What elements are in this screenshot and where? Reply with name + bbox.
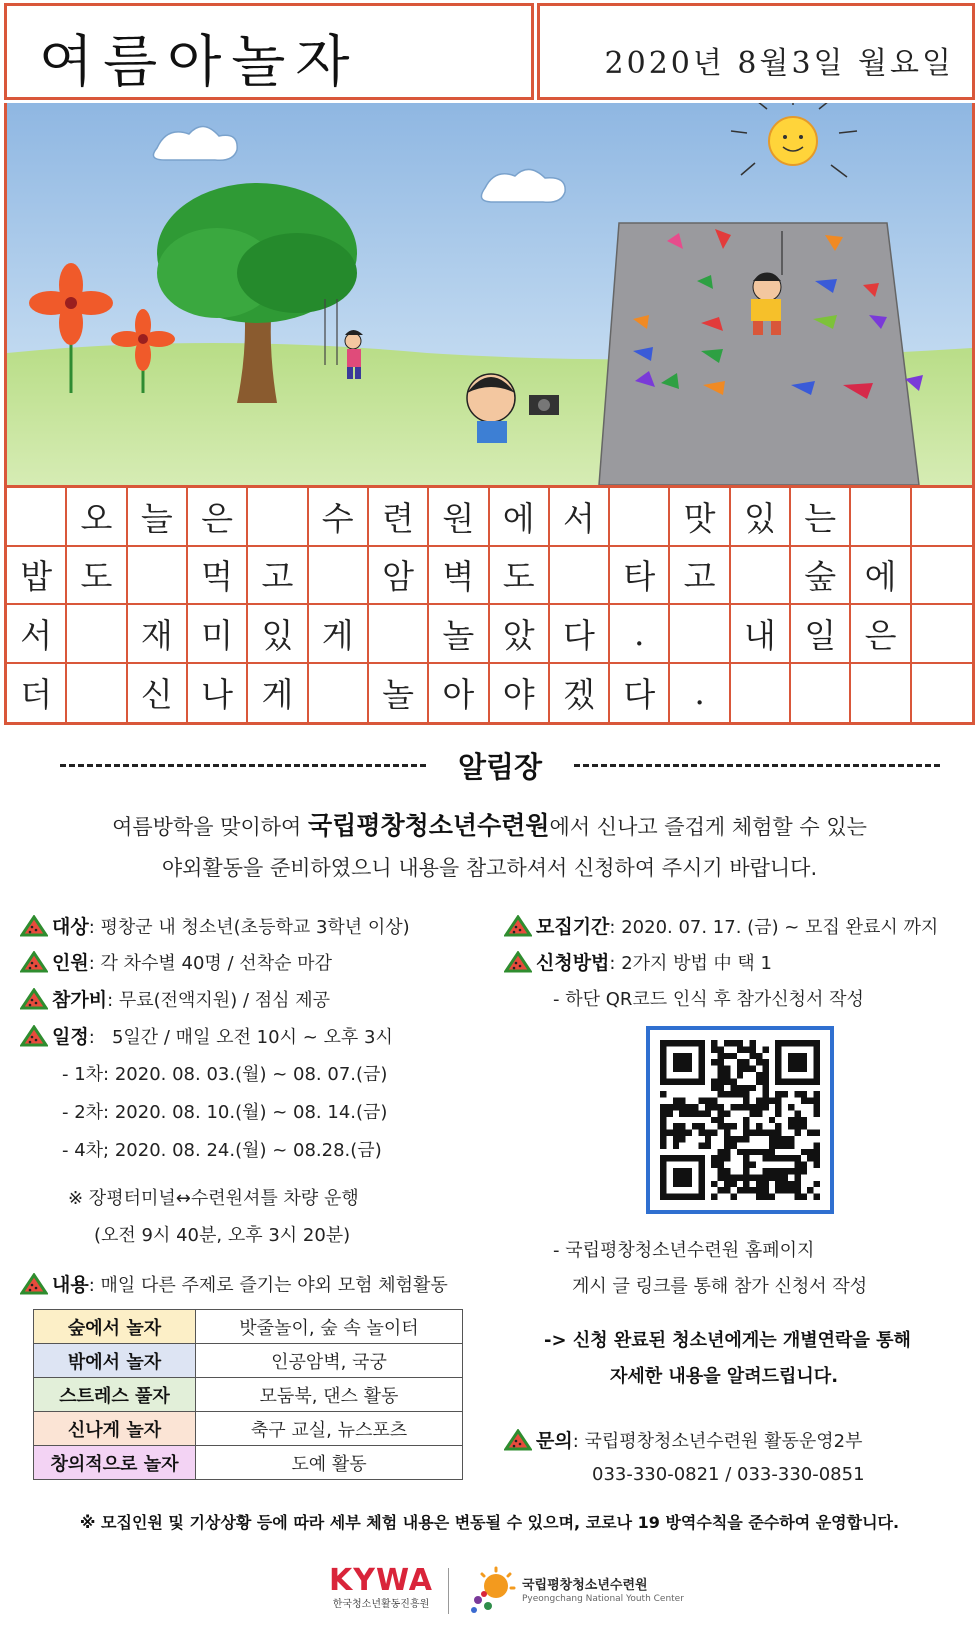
target-label: 대상 [52, 916, 89, 938]
qr-instruction: - 하단 QR코드 인식 후 참가신청서 작성 [553, 989, 864, 1010]
grid-cell: 더 [7, 664, 67, 723]
logo-divider [448, 1568, 449, 1614]
grid-cell: 에 [490, 488, 550, 547]
watermelon-icon [504, 951, 532, 973]
shuttle-note: ※ 장평터미널↔수련원셔틀 차량 운행 [68, 1188, 359, 1209]
activity-name: 스트레스 풀자 [34, 1378, 196, 1412]
diary-title-box [4, 3, 534, 100]
grid-cell: 도 [490, 547, 550, 606]
grid-cell [791, 664, 851, 723]
schedule-item [20, 1022, 393, 1049]
grid-cell: 있 [731, 488, 791, 547]
grid-cell: 신 [128, 664, 188, 723]
footer-note: ※ 모집인원 및 기상상황 등에 따라 세부 체험 내용은 변동될 수 있으며, 코로나 19 방역수칙을 준수하여 운영합니다. [79, 1513, 900, 1532]
activity-desc: 밧줄놀이, 숲 속 놀이터 [196, 1310, 463, 1344]
fee-item [20, 985, 330, 1012]
grid-cell: 늘 [128, 488, 188, 547]
activity-name: 창의적으로 놀자 [34, 1446, 196, 1480]
grid-cell [248, 488, 308, 547]
grid-cell [731, 547, 791, 606]
watermelon-icon [20, 988, 48, 1010]
method-value: : 2가지 방법 中 택 1 [609, 952, 772, 974]
watermelon-icon [504, 1429, 532, 1451]
grid-cell: 았 [490, 605, 550, 664]
diary-writing-grid [4, 485, 975, 725]
grid-cell: 먹 [188, 547, 248, 606]
diary-date: 2020년 8월3일 월요일 [604, 46, 954, 81]
grid-cell [912, 488, 972, 547]
grid-cell [670, 605, 730, 664]
watermelon-icon [20, 915, 48, 937]
grid-cell: 원 [429, 488, 489, 547]
confirm-detail: 자세한 내용을 알려드립니다. [610, 1366, 839, 1387]
grid-cell: 다 [550, 605, 610, 664]
kywa-mark: KYWA [329, 1563, 433, 1598]
people-item [20, 948, 332, 975]
method-label: 신청방법 [536, 952, 610, 974]
notice-header [60, 743, 940, 787]
intro-text: 에서 신나고 즐겁게 체험할 수 있는 [549, 815, 867, 839]
grid-cell: 미 [188, 605, 248, 664]
grid-cell [550, 547, 610, 606]
activity-row [34, 1412, 463, 1446]
grid-cell: 벽 [429, 547, 489, 606]
grid-cell: 은 [851, 605, 911, 664]
fee-value: : 무료(전액지원) / 점심 제공 [107, 989, 331, 1011]
shuttle-times: (오전 9시 40분, 오후 3시 20분) [94, 1225, 351, 1246]
activity-table [33, 1309, 463, 1480]
grid-cell: 에 [851, 547, 911, 606]
watermelon-icon [20, 951, 48, 973]
grid-cell: 겠 [550, 664, 610, 723]
phone-numbers: 033-330-0821 / 033-330-0851 [592, 1464, 865, 1485]
intro-line-1 [0, 806, 979, 842]
grid-cell: 야 [490, 664, 550, 723]
grid-cell: 암 [369, 547, 429, 606]
people-label: 인원 [52, 952, 89, 974]
grid-cell: 수 [309, 488, 369, 547]
homepage-note: - 국립평창청소년수련원 홈페이지 [553, 1240, 815, 1261]
grid-cell: 은 [188, 488, 248, 547]
homepage-link-note: 게시 글 링크를 통해 참가 신청서 작성 [572, 1276, 868, 1297]
grid-cell: 숲 [791, 547, 851, 606]
activity-desc: 모둠북, 댄스 활동 [196, 1378, 463, 1412]
grid-cell: . [610, 605, 670, 664]
people-value: : 각 차수별 40명 / 선착순 마감 [88, 952, 332, 974]
grid-cell: 타 [610, 547, 670, 606]
contact-item [504, 1426, 863, 1453]
grid-cell: 서 [7, 605, 67, 664]
diary-title: 여름아놀자 [39, 30, 360, 95]
activity-name: 밖에서 놀자 [34, 1344, 196, 1378]
grid-cell: 재 [128, 605, 188, 664]
grid-cell [912, 664, 972, 723]
notice-title: 알림장 [457, 749, 543, 784]
activity-row [34, 1344, 463, 1378]
kywa-logo [326, 1564, 436, 1612]
grid-cell: . [670, 664, 730, 723]
grid-cell [128, 547, 188, 606]
activity-name: 신나게 놀자 [34, 1412, 196, 1446]
grid-cell: 놀 [429, 605, 489, 664]
content-value: : 매일 다른 주제로 즐기는 야외 모험 체험활동 [88, 1274, 448, 1296]
grid-cell [851, 664, 911, 723]
org-name: 국립평창청소년수련원 [308, 811, 550, 840]
activity-name: 숲에서 놀자 [34, 1310, 196, 1344]
period-label: 모집기간 [536, 916, 610, 938]
grid-cell: 일 [791, 605, 851, 664]
contact-label: 문의 [536, 1430, 573, 1452]
fee-label: 참가비 [52, 989, 108, 1011]
grid-cell [912, 547, 972, 606]
grid-cell [912, 605, 972, 664]
picture-diary [0, 0, 979, 735]
grid-cell [369, 605, 429, 664]
grid-cell: 있 [248, 605, 308, 664]
center-name-eng: Pyeongchang National Youth Center [522, 1594, 684, 1604]
grid-cell: 맛 [670, 488, 730, 547]
content-item [20, 1270, 448, 1297]
method-item [504, 948, 772, 975]
grid-cell: 련 [369, 488, 429, 547]
activity-desc: 도예 활동 [196, 1446, 463, 1480]
activity-row [34, 1378, 463, 1412]
grid-cell: 내 [731, 605, 791, 664]
round-1: - 1차: 2020. 08. 03.(월) ~ 08. 07.(금) [62, 1064, 388, 1085]
activity-row [34, 1310, 463, 1344]
period-item [504, 912, 938, 939]
confirm-note: -> 신청 완료된 청소년에게는 개별연락을 통해 [544, 1330, 911, 1351]
grid-cell: 서 [550, 488, 610, 547]
grid-cell [309, 547, 369, 606]
intro-line-2: 야외활동을 준비하였으니 내용을 참고하셔서 신청하여 주시기 바랍니다. [161, 856, 818, 880]
activity-row [34, 1446, 463, 1480]
activity-desc: 인공암벽, 국궁 [196, 1344, 463, 1378]
grid-cell: 오 [67, 488, 127, 547]
grid-cell: 는 [791, 488, 851, 547]
grid-cell [851, 488, 911, 547]
grid-cell: 밥 [7, 547, 67, 606]
grid-cell: 고 [248, 547, 308, 606]
center-logo [466, 1564, 684, 1620]
period-value: : 2020. 07. 17. (금) ~ 모집 완료시 까지 [609, 916, 939, 938]
sun-emblem-icon [466, 1566, 516, 1616]
grid-cell [7, 488, 67, 547]
grid-cell: 놀 [369, 664, 429, 723]
watermelon-icon [504, 915, 532, 937]
grid-cell [67, 664, 127, 723]
grid-cell [67, 605, 127, 664]
schedule-value: : 5일간 / 매일 오전 10시 ~ 오후 3시 [88, 1026, 393, 1048]
logo-bar [0, 1560, 979, 1620]
grid-cell [309, 664, 369, 723]
schedule-label: 일정 [52, 1026, 89, 1048]
watermelon-icon [20, 1273, 48, 1295]
grid-cell [610, 488, 670, 547]
dashed-rule [60, 764, 426, 767]
watermelon-icon [20, 1025, 48, 1047]
dashed-rule [574, 764, 940, 767]
grid-cell: 아 [429, 664, 489, 723]
grid-cell: 다 [610, 664, 670, 723]
grid-cell [731, 664, 791, 723]
crayon-drawing [4, 103, 975, 485]
qr-code-icon [660, 1040, 820, 1200]
climbing-wall [599, 223, 923, 485]
activity-desc: 축구 교실, 뉴스포츠 [196, 1412, 463, 1446]
diary-date-box [537, 3, 975, 100]
grid-cell: 도 [67, 547, 127, 606]
contact-value: : 국립평창청소년수련원 활동운영2부 [572, 1430, 863, 1452]
round-3: - 4차; 2020. 08. 24.(월) ~ 08.28.(금) [62, 1140, 382, 1161]
qr-code[interactable] [646, 1026, 834, 1214]
grid-cell: 게 [248, 664, 308, 723]
content-label: 내용 [52, 1274, 89, 1296]
grid-cell: 고 [670, 547, 730, 606]
target-value: : 평창군 내 청소년(초등학교 3학년 이상) [88, 916, 410, 938]
center-name: 국립평창청소년수련원 [522, 1578, 648, 1593]
kywa-name: 한국청소년활동진흥원 [332, 1599, 430, 1610]
grid-cell: 나 [188, 664, 248, 723]
grid-cell: 게 [309, 605, 369, 664]
target-item [20, 912, 410, 939]
round-2: - 2차: 2020. 08. 10.(월) ~ 08. 14.(금) [62, 1102, 388, 1123]
intro-text: 여름방학을 맞이하여 [112, 815, 309, 839]
